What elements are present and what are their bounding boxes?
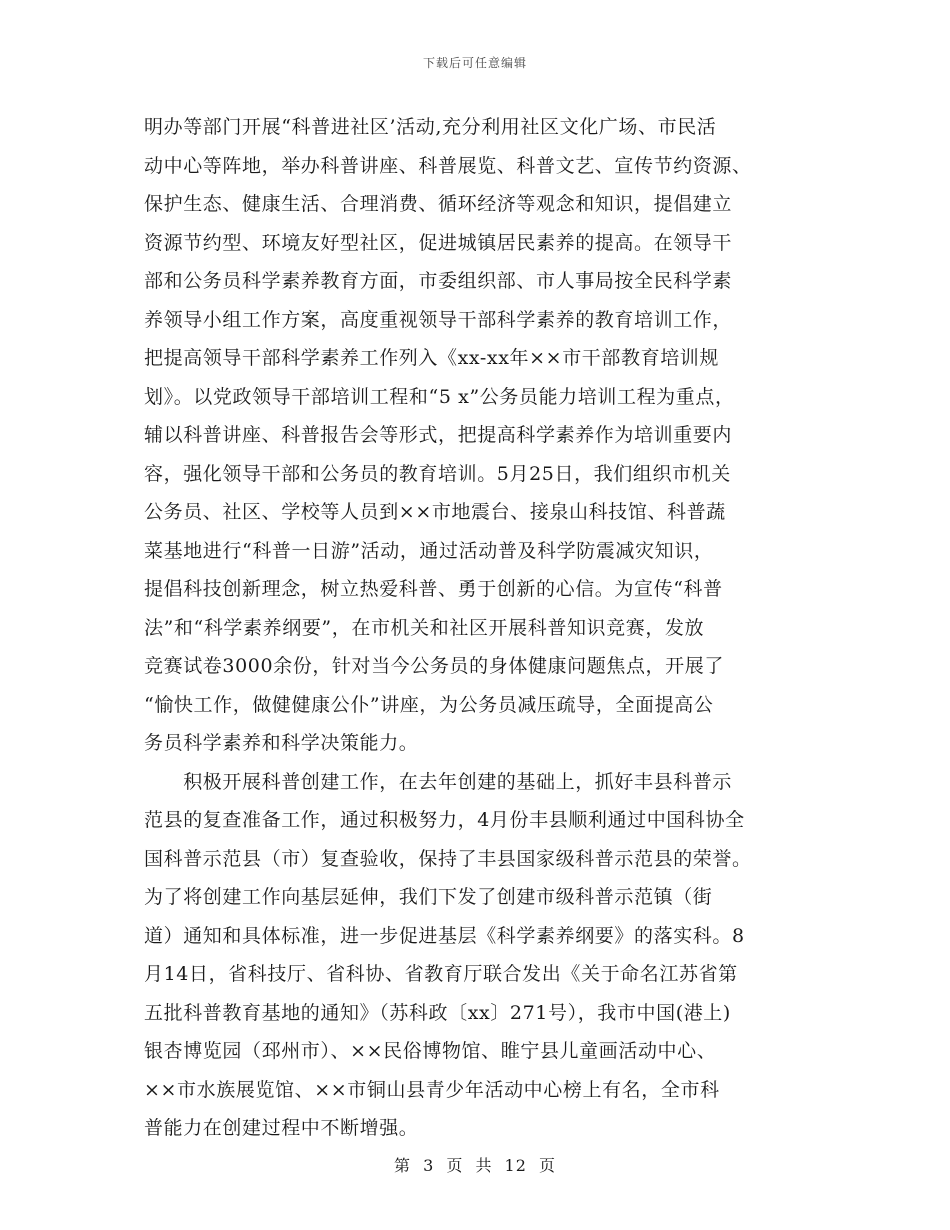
text-line: 竞赛试卷3000余份，针对当今公务员的身体健康问题焦点，开展了	[144, 655, 724, 677]
text-line: 五批科普教育基地的通知》（苏科政〔xx〕271号），我市中国(港上)	[144, 1001, 731, 1024]
text-line: 为了将创建工作向基层延伸，我们下发了创建市级科普示范镇（街	[144, 886, 713, 908]
text-line: 动中心等阵地，举办科普讲座、科普展览、科普文艺、宣传节约资源、	[144, 154, 752, 177]
text-line: 容，强化领导干部和公务员的教育培训。5月25日，我们组织市机关	[144, 462, 731, 485]
text-line: 范县的复查准备工作，通过积极努力，4月份丰县顺利通过中国科协全	[144, 809, 745, 831]
body-text	[144, 108, 812, 1148]
text-line: 明办等部门开展“科普进社区’活动,充分利用社区文化广场、市民活	[144, 116, 717, 138]
text-line: ××市水族展览馆、××市铜山县青少年活动中心榜上有名，全市科	[144, 1078, 720, 1101]
text-line: 法”和“科学素养纲要”，在市机关和社区开展科普知识竞赛，发放	[144, 616, 705, 639]
page-number-footer: 第 3 页 共 12 页	[394, 1156, 556, 1175]
text-line: 辅以科普讲座、科普报告会等形式，把提高科学素养作为培训重要内	[144, 424, 733, 446]
text-line: 普能力在创建过程中不断增强。	[144, 1117, 419, 1139]
text-line: “愉快工作，做健健康公仆”讲座，为公务员减压疏导，全面提高公	[144, 693, 714, 716]
text-line: 银杏博览园（邳州市）、××民俗博物馆、睢宁县儿童画活动中心、	[144, 1040, 717, 1062]
header-note: 下载后可任意编辑	[422, 56, 527, 70]
text-line: 月14日，省科技厅、省科协、省教育厅联合发出《关于命名江苏省第	[144, 963, 738, 985]
text-line: 保护生态、健康生活、合理消费、循环经济等观念和知识，提倡建立	[144, 193, 733, 215]
text-line: 部和公务员科学素养教育方面，市委组织部、市人事局按全民科学素	[144, 270, 733, 292]
text-line: 公务员、社区、学校等人员到××市地震台、接泉山科技馆、科普蔬	[144, 501, 726, 523]
text-line: 菜基地进行“科普一日游”活动，通过活动普及科学防震减灾知识，	[144, 539, 714, 562]
text-line: 道）通知和具体标准，进一步促进基层《科学素养纲要》的落实科。8	[144, 924, 745, 947]
text-line: 划》。以党政领导干部培训工程和“5 x”公务员能力培训工程为重点，	[144, 385, 735, 408]
text-line: 务员科学素养和科学决策能力。	[144, 732, 419, 754]
text-line: 积极开展科普创建工作，在去年创建的基础上，抓好丰县科普示	[144, 770, 733, 793]
text-line: 把提高领导干部科学素养工作列入《xx-xx年××市干部教育培训规	[144, 347, 719, 369]
text-line: 提倡科技创新理念，树立热爱科普、勇于创新的心信。为宣传“科普	[144, 578, 723, 600]
text-line: 养领导小组工作方案，高度重视领导干部科学素养的教育培训工作，	[144, 308, 733, 331]
text-line: 资源节约型、环境友好型社区，促进城镇居民素养的提高。在领导干	[144, 231, 733, 254]
text-line: 国科普示范县（市）复查验收，保持了丰县国家级科普示范县的荣誉。	[144, 847, 752, 870]
